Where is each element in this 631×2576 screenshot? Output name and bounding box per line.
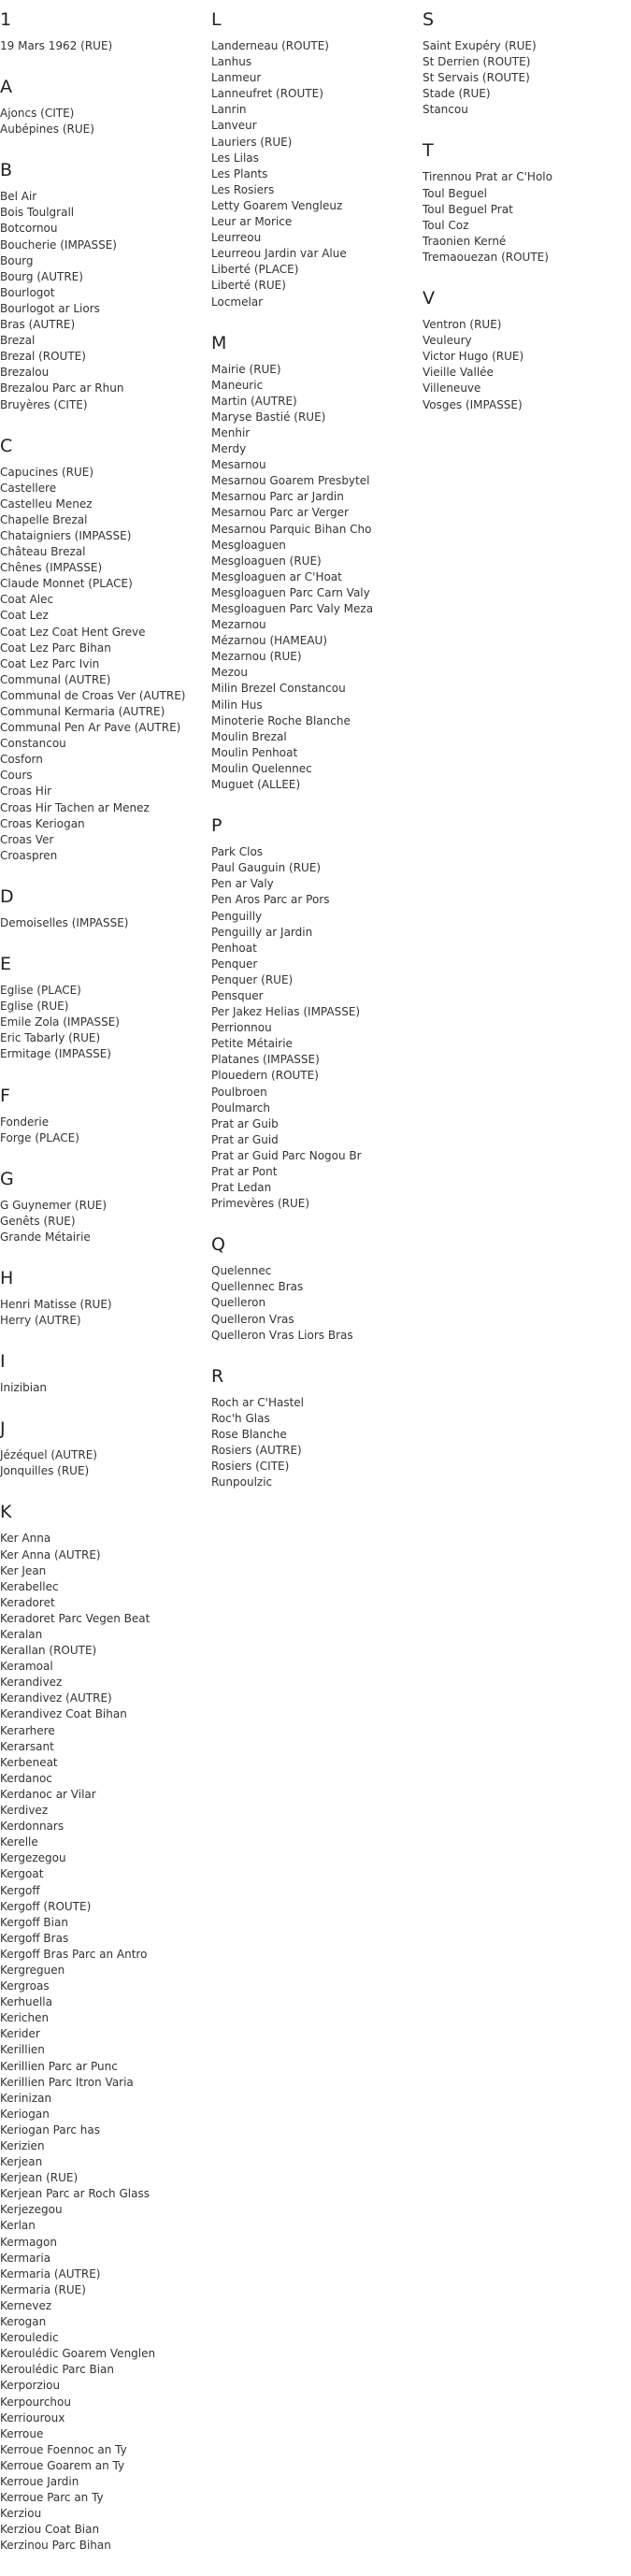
letter-heading: R [211,1365,224,1387]
street-item: Ventron (RUE) [423,318,502,332]
street-item: Pensquer [211,988,264,1002]
street-item: Penguilly [211,909,263,923]
street-item: Kerelle [0,1835,38,1849]
street-item: Kerinizan [0,2091,52,2105]
street-item: Les Plants [211,166,268,180]
street-list [211,1263,419,1343]
street-list [423,317,630,413]
letter-heading: F [0,1085,10,1106]
street-item: Jonquilles (RUE) [0,1464,90,1478]
street-item: Victor Hugo (RUE) [423,350,524,364]
street-item: Genêts (RUE) [0,1214,76,1228]
letter-heading: Q [211,1234,225,1256]
street-item: Perrionnou [211,1021,272,1035]
street-item: Prat ar Guid Parc Nogou Br [211,1148,362,1162]
street-item: Park Clos [211,845,264,859]
street-item: Kerjean Parc ar Roch Glass [0,2187,150,2201]
letter-heading: 1 [0,9,12,30]
letter-group-c [0,436,208,864]
street-item: Locmelar [211,295,264,309]
street-item: Vieille Vallée [423,366,494,380]
letter-group-p [211,815,419,1212]
street-item: Kergoff (ROUTE) [0,1899,92,1913]
street-item: Poulmarch [211,1101,271,1115]
street-list [211,844,419,1212]
street-item: Les Lilas [211,151,259,165]
street-item: Toul Beguel Prat [423,202,513,216]
street-item: Kermaria (AUTRE) [0,2267,101,2281]
street-item: Capucines (RUE) [0,465,94,479]
street-item: Kerdanoc [0,1771,52,1785]
street-item: Kergoff Bras Parc an Antro [0,1947,148,1961]
street-item: Boucherie (IMPASSE) [0,237,117,252]
street-item: Cosforn [0,753,43,767]
street-item: Ker Anna [0,1532,51,1546]
street-item: Kerjean [0,2155,43,2169]
street-item: St Servais (ROUTE) [423,71,530,85]
street-item: Castellere [0,481,57,495]
street-item: Coat Lez Parc Bihan [0,640,111,655]
street-item: Veuleury [423,334,472,348]
street-item: Prat Ledan [211,1181,272,1195]
street-item: Kergezegou [0,1851,66,1865]
letter-group-h [0,1268,208,1329]
street-item: Kermaria [0,2251,51,2265]
street-item: Kerjezegou [0,2203,63,2217]
street-item: Muguet (ALLEE) [211,778,301,792]
street-item: Toul Beguel [423,186,487,200]
street-item: Lauriers (RUE) [211,135,293,149]
street-item: Bourlogot ar Liors [0,301,100,315]
street-item: Menhir [211,425,251,439]
street-item: Kergoff Bian [0,1915,68,1929]
letter-heading: G [0,1168,14,1189]
letter-group-d [0,886,208,931]
street-item: Stade (RUE) [423,87,491,101]
street-item: Kerjean (RUE) [0,2171,79,2185]
street-column-3 [423,9,630,436]
street-list [0,106,208,137]
street-item: Kerdonnars [0,1820,65,1834]
street-item: Mézarnou (HAMEAU) [211,634,328,648]
street-item: Chapelle Brezal [0,512,88,526]
street-item: Rose Blanche [211,1427,287,1441]
letter-group-k [0,1502,208,2554]
street-item: Kerroue Parc an Ty [0,2491,104,2505]
street-item: Tremaouezan (ROUTE) [423,250,549,264]
letter-group-f [0,1086,208,1146]
street-item: Kerriouroux [0,2411,65,2425]
street-item: Pen Aros Parc ar Pors [211,893,330,907]
street-item: Lanhus [211,55,252,69]
letter-group-q [211,1234,419,1343]
street-item: Brezalou Parc ar Rhun [0,381,124,396]
street-item: 19 Mars 1962 (RUE) [0,39,113,52]
street-item: Kernevez [0,2298,52,2312]
street-item: Quelleron [211,1296,266,1310]
street-item: Mesgloaguen [211,538,286,552]
street-item: Kerdanoc ar Vilar [0,1787,96,1801]
letter-group-s [423,9,630,118]
street-item: Kerbeneat [0,1755,58,1769]
street-item: Kerporziou [0,2379,61,2393]
street-item: Vosges (IMPASSE) [423,397,523,411]
street-item: Ker Jean [0,1563,47,1577]
street-item: Mesgloaguen Parc Valy Meza [211,602,374,615]
street-item: Croas Hir Tachen ar Menez [0,800,150,814]
street-item: Grande Métairie [0,1230,91,1244]
letter-group-a [0,77,208,137]
street-item: Kerarhere [0,1723,55,1737]
street-list [0,465,208,864]
letter-heading: T [423,140,434,162]
street-item: Coat Alec [0,593,54,607]
letter-heading: D [0,885,14,907]
street-item: Leurreou Jardin var Alue [211,247,347,261]
street-item: Kergoff [0,1883,40,1897]
street-item: Kerroue [0,2426,44,2440]
letter-heading: P [211,815,222,837]
street-item: Quelleron Vras [211,1312,294,1326]
street-item: Keriogan Parc has [0,2123,100,2137]
letter-heading: B [0,160,13,181]
street-list [211,362,419,794]
street-item: Kerandivez (AUTRE) [0,1691,112,1705]
street-item: Kerabellec [0,1579,59,1593]
street-item: Demoiselles (IMPASSE) [0,915,129,929]
letter-group-r [211,1366,419,1491]
street-item: Moulin Quelennec [211,761,312,775]
street-item: Kerider [0,2027,40,2041]
letter-group-i [0,1351,208,1396]
street-item: Eric Tabarly (RUE) [0,1031,101,1045]
street-item: Cours [0,769,33,783]
street-item: Bourlogot [0,285,55,299]
street-list [423,38,630,118]
letter-heading: V [423,288,435,309]
street-item: Kerogan [0,2315,47,2329]
street-list [0,1531,208,2554]
letter-group-m [211,333,419,794]
street-item: Mesarnou Parc ar Verger [211,506,349,520]
street-item: Kerallan (ROUTE) [0,1644,97,1658]
street-item: St Derrien (ROUTE) [423,55,531,69]
street-item: Penquer (RUE) [211,972,294,986]
letter-group-j [0,1418,208,1479]
street-item: Kerandivez [0,1676,63,1690]
street-item: Mesarnou [211,458,266,472]
street-item: Martin (AUTRE) [211,394,297,408]
street-item: Toul Coz [423,218,469,232]
street-item: Bras (AUTRE) [0,318,76,332]
street-item: Keroulédic Parc Bian [0,2363,115,2377]
street-item: Kerouledic [0,2331,59,2345]
street-item: Traonien Kerné [423,234,507,248]
letter-heading: E [0,954,12,975]
street-item: Leur ar Morice [211,215,293,229]
street-item: Kerandivez Coat Bihan [0,1707,127,1721]
letter-heading: M [211,332,227,353]
street-item: Herry (AUTRE) [0,1314,81,1328]
street-item: Forge (PLACE) [0,1130,79,1144]
letter-heading: C [0,435,13,456]
street-item: Aubépines (RUE) [0,122,94,137]
street-item: Jézéquel (AUTRE) [0,1448,97,1462]
street-item: Kerillien Parc Itron Varia [0,2075,134,2089]
street-item: Les Rosiers [211,182,275,196]
street-item: Communal Pen Ar Pave (AUTRE) [0,721,181,735]
street-item: Botcornou [0,222,58,236]
street-item: Keroulédic Goarem Venglen [0,2347,156,2361]
street-list [0,1447,208,1479]
street-item: Kerziou [0,2507,42,2521]
street-item: Kerillien [0,2043,45,2057]
street-list [0,915,208,931]
street-item: Kergoat [0,1867,44,1881]
street-item: Kerhuella [0,1995,52,2009]
street-item: Prat ar Guid [211,1132,279,1146]
street-item: Ajoncs (CITE) [0,107,75,121]
street-item: Maneuric [211,378,264,392]
street-list [0,38,208,54]
street-item: Constancou [0,737,66,751]
letter-group-v [423,288,630,413]
street-item: Kerichen [0,2011,50,2025]
street-item: Merdy [211,442,247,456]
street-item: Liberté (PLACE) [211,263,299,277]
street-item: Runpoulzic [211,1475,273,1489]
street-item: Per Jakez Helias (IMPASSE) [211,1005,361,1019]
street-item: Prat ar Guib [211,1116,279,1130]
street-item: Letty Goarem Vengleuz [211,198,343,212]
street-item: Mesarnou Goarem Presbytel [211,474,370,488]
street-item: Quelennec [211,1264,272,1278]
letter-heading: A [0,77,12,98]
street-item: Croaspren [0,848,58,862]
street-item: Kerlan [0,2219,36,2233]
street-item: Coat Lez Coat Hent Greve [0,625,146,639]
street-item: Kergreguen [0,1963,65,1977]
street-item: Kergoff Bras [0,1931,69,1945]
street-item: Kerarsant [0,1739,54,1753]
street-item: Leurreou [211,231,262,245]
street-item: Ermitage (IMPASSE) [0,1047,111,1061]
letter-group-e [0,954,208,1062]
street-item: Moulin Penhoat [211,745,298,759]
street-item: Rosiers (AUTRE) [211,1444,302,1458]
street-item: G Guynemer (RUE) [0,1198,107,1212]
street-list [0,1115,208,1146]
street-item: Mesgloaguen ar C'Hoat [211,569,342,583]
street-item: Lanneufret (ROUTE) [211,87,323,101]
street-item: Prat ar Pont [211,1165,278,1178]
street-item: Fonderie [0,1115,50,1129]
street-item: Primevères (RUE) [211,1197,310,1211]
street-item: Saint Exupéry (RUE) [423,39,537,52]
street-list [0,1198,208,1245]
street-item: Chênes (IMPASSE) [0,561,103,575]
street-item: Keramoal [0,1660,53,1674]
letter-group-t [423,140,630,266]
street-item: Chataigniers (IMPASSE) [0,528,132,542]
letter-heading: H [0,1267,14,1288]
street-item: Mesgloaguen Parc Carn Valy [211,585,370,599]
street-item: Milin Brezel Constancou [211,682,346,696]
letter-heading: L [211,9,222,30]
street-list [423,169,630,266]
street-item: Croas Ver [0,832,54,846]
street-item: Croas Hir [0,784,52,799]
street-list [0,1297,208,1329]
street-list [0,1380,208,1396]
street-item: Communal (AUTRE) [0,672,111,686]
street-list [0,983,208,1062]
street-item: Mesarnou Parc ar Jardin [211,490,344,504]
street-item: Henri Matisse (RUE) [0,1297,112,1311]
letter-heading: K [0,1502,12,1523]
street-item: Keradoret Parc Vegen Beat [0,1611,151,1625]
street-item: Keralan [0,1628,43,1641]
street-item: Milin Hus [211,698,263,712]
street-item: Mezarnou (RUE) [211,650,302,664]
street-item: Ker Anna (AUTRE) [0,1547,101,1561]
street-item: Communal de Croas Ver (AUTRE) [0,688,186,702]
street-item: Bois Toulgrall [0,206,75,220]
letter-heading: S [423,9,435,30]
letter-group-l [211,9,419,310]
letter-group-g [0,1169,208,1245]
street-item: Lanrin [211,103,247,117]
street-item: Emile Zola (IMPASSE) [0,1015,120,1029]
street-item: Keriogan [0,2107,50,2121]
street-item: Kerizien [0,2139,45,2152]
letter-group-b [0,160,208,412]
street-item: Kermagon [0,2235,57,2249]
street-item: Pen ar Valy [211,877,274,891]
street-item: Kerroue Foennoc an Ty [0,2442,127,2456]
street-item: Château Brezal [0,545,86,559]
street-item: Mairie (RUE) [211,362,281,376]
street-item: Liberté (RUE) [211,279,286,293]
street-item: Petite Métairie [211,1037,293,1051]
street-item: Bourg [0,253,34,267]
street-item: Kerzinou Parc Bihan [0,2539,111,2553]
street-item: Quelleron Vras Liors Bras [211,1328,353,1342]
street-item: Moulin Brezal [211,729,287,743]
street-item: Brezal (ROUTE) [0,350,86,364]
street-item: Kergroas [0,1979,50,1993]
letter-heading: J [0,1418,6,1440]
street-item: Penhoat [211,941,257,955]
street-column-2 [211,9,419,1513]
street-item: Eglise (RUE) [0,1000,69,1014]
street-item: Kerroue Goarem an Ty [0,2458,125,2472]
street-item: Landerneau (ROUTE) [211,39,329,52]
street-item: Inizibian [0,1381,48,1395]
street-item: Kerpourchou [0,2395,71,2409]
street-item: Kerziou Coat Bian [0,2523,100,2537]
street-item: Penquer [211,957,258,971]
street-item: Quellennec Bras [211,1280,304,1294]
street-item: Plouedern (ROUTE) [211,1069,319,1083]
street-item: Kerillien Parc ar Punc [0,2059,118,2073]
street-item: Brezalou [0,366,50,380]
street-item: Bruyères (CITE) [0,397,88,411]
street-item: Coat Lez Parc Ivin [0,656,100,670]
street-list [211,38,419,310]
street-item: Kermaria (RUE) [0,2282,86,2296]
street-item: Platanes (IMPASSE) [211,1053,320,1067]
letter-group-1 [0,9,208,54]
street-item: Lanveur [211,119,257,133]
street-item: Minoterie Roche Blanche [211,713,351,727]
street-item: Croas Keriogan [0,816,85,830]
street-item: Maryse Bastié (RUE) [211,410,326,424]
street-item: Castelleu Menez [0,496,93,511]
street-item: Stancou [423,103,468,117]
street-item: Mesgloaguen (RUE) [211,554,322,568]
street-item: Keradoret [0,1595,55,1609]
street-item: Claude Monnet (PLACE) [0,577,133,591]
street-item: Brezal [0,334,36,348]
street-item: Paul Gauguin (RUE) [211,861,322,875]
letter-heading: I [0,1351,6,1373]
street-list [211,1395,419,1491]
street-item: Tirennou Prat ar C'Holo [423,170,552,184]
street-column-1 [0,9,208,2576]
street-item: Mezou [211,666,248,680]
street-item: Kerdivez [0,1804,49,1818]
street-item: Rosiers (CITE) [211,1460,290,1474]
street-item: Lanmeur [211,71,262,85]
street-item: Mesarnou Parquic Bihan Cho [211,522,372,536]
street-item: Bourg (AUTRE) [0,269,83,283]
street-item: Communal Kermaria (AUTRE) [0,705,165,718]
street-item: Mezarnou [211,618,266,632]
street-item: Villeneuve [423,381,481,396]
street-item: Penguilly ar Jardin [211,925,313,939]
street-item: Bel Air [0,190,37,204]
street-item: Eglise (PLACE) [0,984,81,998]
street-item: Poulbroen [211,1085,267,1099]
street-item: Coat Lez [0,609,49,623]
street-item: Kerroue Jardin [0,2474,79,2488]
street-list [0,189,208,412]
street-item: Roc'h Glas [211,1411,270,1425]
street-item: Roch ar C'Hastel [211,1395,304,1409]
